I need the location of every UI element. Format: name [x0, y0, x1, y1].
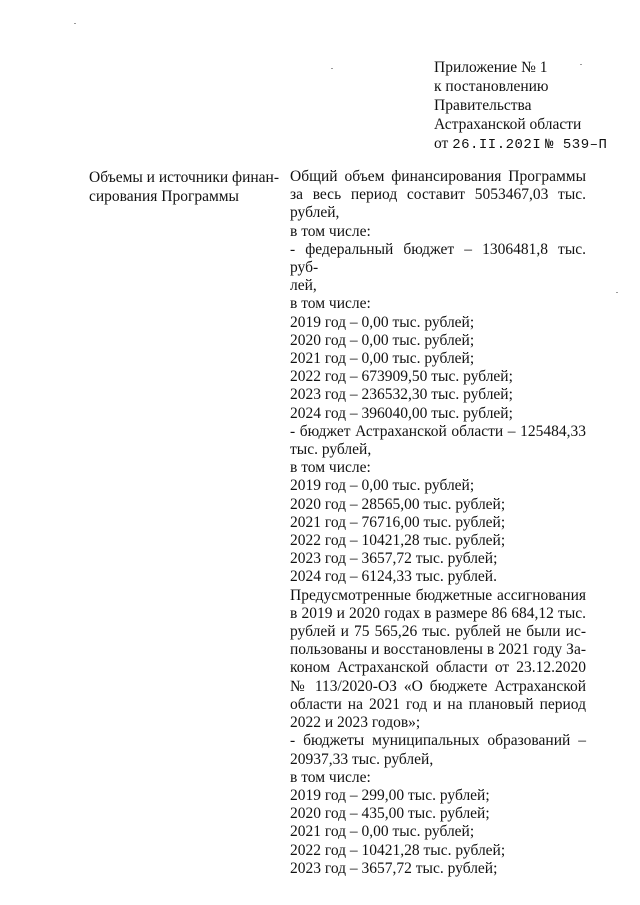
body-line: - бюджеты муниципальных образований – — [290, 732, 586, 750]
appendix-line-4: Астраханской области — [434, 116, 582, 133]
body-line: пользованы и восстановлены в 2021 году За- — [290, 641, 586, 659]
year-line: 2024 год – 6124,33 тыс. рублей. — [290, 568, 497, 586]
date-stamp: 26.II.202I — [452, 137, 542, 153]
body-line: 20937,33 тыс. рублей, — [290, 750, 434, 768]
year-line: 2024 год – 396040,00 тыс. рублей; — [290, 404, 513, 422]
appendix-date-line — [434, 134, 607, 155]
body-line: в том числе: — [290, 295, 371, 313]
body-line: - бюджет Астраханской области – 125484,33 — [290, 422, 586, 440]
year-line: 2023 год – 3657,72 тыс. рублей; — [290, 550, 498, 568]
body-line: в том числе: — [290, 768, 371, 786]
appendix-line-3: Правительства — [434, 97, 532, 114]
body-line: рублей и 75 565,26 тыс. рублей не были ис- — [290, 623, 586, 641]
year-line: 2019 год – 0,00 тыс. рублей; — [290, 313, 475, 331]
body-line: области на 2021 год и на плановый период — [290, 695, 586, 713]
appendix-title: Приложение № 1 — [434, 59, 548, 76]
year-line: 2022 год – 10421,28 тыс. рублей; — [290, 841, 506, 859]
year-line: 2022 год – 673909,50 тыс. рублей; — [290, 368, 513, 386]
date-prefix: от — [434, 135, 449, 152]
body-line: 2022 и 2023 годов»; — [290, 714, 421, 732]
year-line: 2021 год – 0,00 тыс. рублей; — [290, 823, 475, 841]
year-line: 2023 год – 236532,30 тыс. рублей; — [290, 386, 513, 404]
scan-speck — [616, 292, 618, 293]
year-line: 2020 год – 435,00 тыс. рублей; — [290, 805, 490, 823]
body-line: за весь период составит 5053467,03 тыс. — [290, 186, 586, 204]
body-line: лей, — [290, 277, 317, 295]
year-line: 2020 год – 28565,00 тыс. рублей; — [290, 495, 506, 513]
year-line: 2020 год – 0,00 тыс. рублей; — [290, 331, 475, 349]
document-number-stamp: № 539–П — [545, 137, 608, 153]
year-line: 2021 год – 76716,00 тыс. рублей; — [290, 513, 506, 531]
year-line: 2019 год – 299,00 тыс. рублей; — [290, 786, 490, 804]
year-line: 2022 год – 10421,28 тыс. рублей; — [290, 532, 506, 550]
appendix-header — [434, 58, 607, 155]
table-row-label — [89, 168, 279, 206]
year-line: 2023 год – 3657,72 тыс. рублей; — [290, 859, 498, 877]
table-row-value — [290, 168, 586, 878]
appendix-line-2: к постановлению — [434, 78, 549, 95]
body-line: Предусмотренные бюджетные ассигнования — [290, 586, 586, 604]
body-line: коном Астраханской области от 23.12.2020 — [290, 659, 586, 677]
body-line: в том числе: — [290, 459, 371, 477]
label-line: сирования Программы — [89, 188, 239, 205]
scan-speck — [580, 64, 582, 65]
scan-speck — [74, 23, 76, 24]
body-line: в 2019 и 2020 годах в размере 86 684,12 тыс. — [290, 604, 586, 622]
year-line: 2019 год – 0,00 тыс. рублей; — [290, 477, 475, 495]
scan-speck — [331, 68, 333, 69]
year-line: 2021 год – 0,00 тыс. рублей; — [290, 350, 475, 368]
body-line: тыс. рублей, — [290, 441, 372, 459]
body-line: в том числе: — [290, 222, 371, 240]
body-line: Общий объем финансирования Программы — [290, 168, 586, 185]
body-line: № 113/2020-ОЗ «О бюджете Астраханской — [290, 677, 586, 695]
label-line: Объемы и источники финан- — [89, 169, 280, 186]
body-line: рублей, — [290, 204, 340, 222]
body-line: - федеральный бюджет – 1306481,8 тыс. руб- — [290, 240, 586, 277]
